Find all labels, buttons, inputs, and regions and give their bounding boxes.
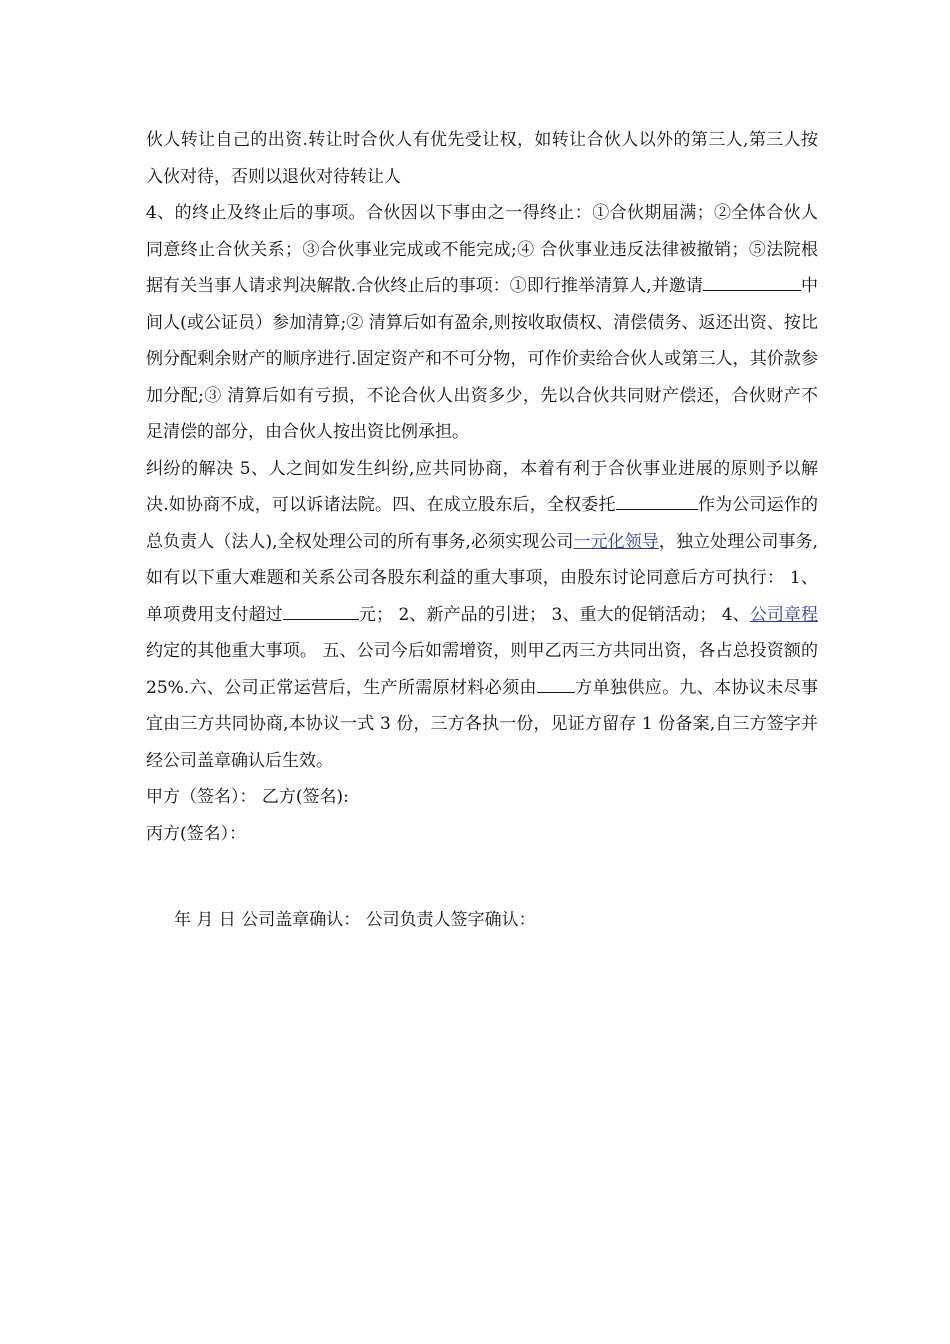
document-body bbox=[146, 122, 818, 939]
blank-field-delegate[interactable] bbox=[616, 487, 676, 510]
text-p2a: 4、的终止及终止后的事项。合伙因以下事由之一得终止：①合伙期届满；②全体合伙人同意终止合伙关系；③合伙事业完成或不能完成;④ 合伙事业违反法律被撤销；⑤法院根据有关当事人请求判决解散.合伙终止后的事项：①即行推举清算人,并邀请 bbox=[146, 203, 818, 296]
text-p2b: 中间人(或公证员）参加清算;② 清算后如有盈余,则按收取债权、清偿债务、返还出资、按比例分配剩余财产的顺序进行.固定资产和不可分物，可作价卖给合伙人或第三人，其价款参加分配;③ 清算后如有亏损，不论合伙人出资多少，先以合伙共同财产偿还，合伙财产不足清偿的部分，由合伙人按出资比例承担。 bbox=[146, 276, 818, 442]
blank-field-amount[interactable] bbox=[283, 597, 359, 620]
signature-line-c: 丙方(签名）： bbox=[146, 823, 247, 844]
blank-field-supplier[interactable] bbox=[537, 670, 575, 693]
link-unified-leadership[interactable]: 一元化领导 bbox=[573, 531, 659, 552]
paragraph-termination bbox=[146, 195, 818, 451]
text-p3e: 约定的其他重大事项。 五、公司今后如需增资，则甲乙丙三方共同出资，各占总投资额的 25%.六、公司正常运营后，生产所需原材料必须由 bbox=[146, 641, 818, 698]
text-p3b: 作为公司运作的总负责人（法人),全权处理公司的所有事务,必须实现公司 bbox=[146, 495, 819, 552]
link-company-charter[interactable]: 公司章程 bbox=[749, 604, 819, 625]
blank-field-delegate-cont[interactable] bbox=[676, 487, 698, 510]
text-p1: 伙人转让自己的出资.转让时合伙人有优先受让权，如转让合伙人以外的第三人,第三人按入伙对待，否则以退伙对待转让人 bbox=[146, 130, 818, 187]
signature-line-ab: 甲方（签名）： 乙方(签名): bbox=[146, 787, 349, 807]
text-p3d: 元； 2、新产品的引进； 3、重大的促销活动； 4、 bbox=[358, 604, 750, 625]
spacer bbox=[146, 852, 818, 902]
text-p3a: 纠纷的解决 5、人之间如发生纠纷,应共同协商，本着有利于合伙事业进展的原则予以解决.如协商不成，可以诉诸法院。四、在成立股东后，全权委托 bbox=[146, 458, 818, 515]
blank-field-intermediary[interactable] bbox=[703, 268, 801, 291]
text-p3c: ，独立处理公司事务,如有以下重大难题和关系公司各股东利益的重大事项，由股东讨论同意后方可执行： 1、单项费用支付超过 bbox=[146, 531, 819, 625]
text-p3f: 方单独供应。九、本协议未尽事宜由三方共同协商,本协议一式 3 份，三方各执一份，见证方留存 1 份备案,自三方签字并经公司盖章确认后生效。 bbox=[146, 677, 818, 771]
paragraph-dispute bbox=[146, 451, 818, 780]
date-and-seal-line: 年 月 日 公司盖章确认： 公司负责人签字确认： bbox=[174, 910, 536, 930]
paragraph-transfer bbox=[146, 122, 818, 195]
